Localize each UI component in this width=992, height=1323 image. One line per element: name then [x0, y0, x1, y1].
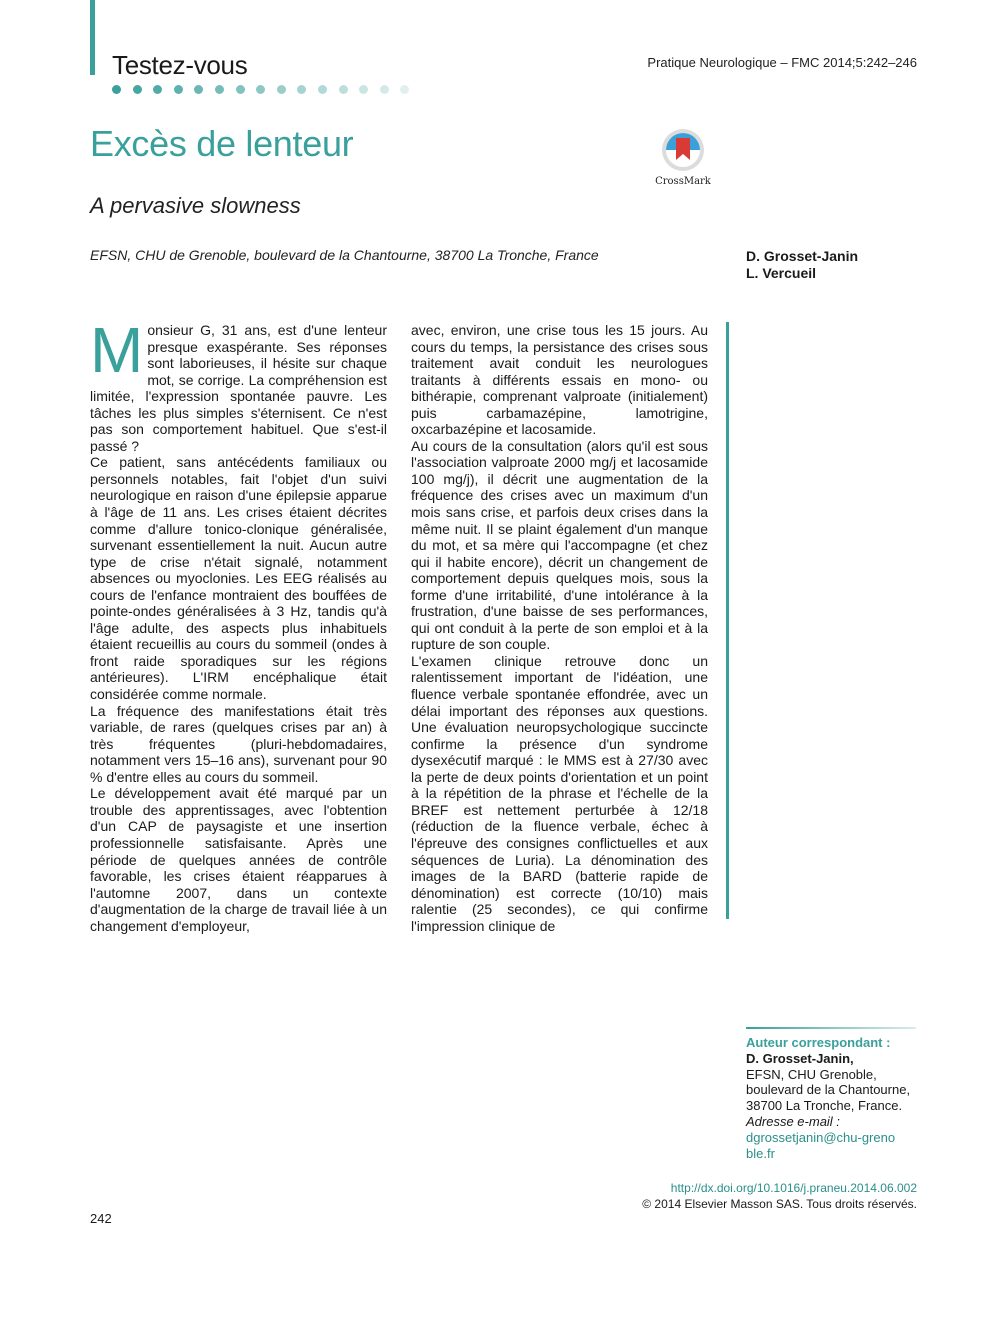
page-number: 242 — [90, 1211, 112, 1226]
decorative-dot — [339, 85, 348, 94]
correspondence-name: D. Grosset-Janin, — [746, 1050, 854, 1066]
author-name: D. Grosset-Janin — [746, 248, 859, 264]
decorative-dot — [318, 85, 327, 94]
email-label: Adresse e-mail : — [746, 1113, 840, 1129]
doi-link[interactable]: http://dx.doi.org/10.1016/j.praneu.2014.06.002 — [670, 1181, 917, 1195]
paragraph: L'examen clinique retrouve donc un ralentissement important de l'idéation, une fluence verbale spontanée effondrée, avec un délai important des réponses aux questions. Une évaluation neuropsychologique succincte confirme la présence d'un syndrome dysexécutif marqué : le MMS est à 27/30 avec la perte de deux points d'orientation et un point à la répétition de la phrase et l'échelle de la BREF est nettement perturbée à 12/18 (réduction de la fluence verbale, échec à l'épreuve des consignes conflictuelles et aux séquences de Luria). La dénomination des images de la BARD (batterie rapide de dénomination) est correcte (10/10) mais ralentie (25 secondes), ce qui confirme l'impression clinique de — [411, 652, 708, 934]
decorative-dot-row — [112, 85, 421, 95]
paragraph: La fréquence des manifestations était très variable, de rares (quelques crises par an) à très fréquentes (pluri-hebdomadaires, notamment vers 15–16 ans), survenant pour 90 % d'entre elles au cours du sommeil. — [90, 702, 387, 785]
decorative-dot — [215, 85, 224, 94]
email-link[interactable] — [746, 1130, 921, 1162]
paragraph: Au cours de la consultation (alors qu'il est sous l'association valproate 2000 mg/j et lacosamide 100 mg/j), il décrit une augmentation de la fréquence des crises avec un maximum d'un mois sans crise, et parfois deux crises dans la même nuit. Il se plaint également d'un manque du mot, et sa mère qui l'accompagne (et chez qui il habite encore), décrit un changement de comportement depuis quelques mois, sous la forme d'une irritabilité, d'une intolérance à la frustration, d'une baisse de ses performances, qui ont conduit à la perte de son emploi et à la rupture de son couple. — [411, 437, 708, 653]
column-divider-rule — [726, 322, 729, 919]
decorative-dot — [174, 85, 183, 94]
paragraph: Le développement avait été marqué par un trouble des apprentissages, avec l'obtention d'un CAP de paysagiste et une insertion professionnelle satisfaisante. Après une période de quelques années de contrôle favorable, les crises étaient réapparues à l'automne 2007, dans un contexte d'augmentation de la charge de travail liée à un changement d'employeur, — [90, 785, 387, 934]
address-line: boulevard de la Chantourne, — [746, 1082, 911, 1098]
email-line: ble.fr — [746, 1145, 775, 1161]
section-label: Testez-vous — [112, 50, 248, 80]
decorative-dot — [297, 85, 306, 94]
crossmark-icon — [650, 128, 716, 178]
address-line: EFSN, CHU Grenoble, — [746, 1066, 877, 1082]
decorative-dot — [400, 85, 409, 94]
header-accent-bar — [90, 0, 95, 75]
decorative-dot — [380, 85, 389, 94]
body-column-left — [90, 314, 387, 934]
decorative-dot — [194, 85, 203, 94]
decorative-dot — [133, 85, 142, 94]
corresponding-author-box — [746, 1035, 921, 1161]
address-line: 38700 La Tronche, France. — [746, 1098, 903, 1114]
paragraph: avec, environ, une crise tous les 15 jours. Au cours du temps, la persistance des crises sous traitement avait conduit les neurologues traitants à différents essais en mono- ou bithérapie, comprenant valproate (initialement) puis carbamazépine, lamotrigine, oxcarbazépine et lacosamide. — [411, 322, 708, 438]
email-line: dgrossetjanin@chu-greno — [746, 1129, 896, 1145]
body-column-right — [411, 322, 708, 934]
paragraph: onsieur G, 31 ans, est d'une lenteur presque exaspérante. Ses réponses sont laborieuses, il hésite sur chaque mot, se corrige. La compréhension est limitée, l'expression spontanée pauvre. Les tâches les plus simples s'éternisent. Ce n'est pas son comportement habituel. Que s'est-il passé ? — [90, 322, 387, 454]
paragraph: Ce patient, sans antécédents familiaux ou personnels notables, fait l'objet d'un suivi neurologique en raison d'une épilepsie apparue à l'âge de 11 ans. Les crises étaient décrites comme d'allure tonico-clonique généralisée, survenant essentiellement la nuit. Aucun autre type de crise n'était signalé, notamment absences ou myoclonies. Les EEG réalisés au cours de l'enfance montraient des bouffées de pointe-ondes généralisées à 3 Hz, tandis qu'à l'âge adulte, des aspects plus inhabituels étaient recueillis au cours du sommeil (ondes à front raide sporadiques sur les régions antérieures). L'IRM encéphalique était considérée comme normale. — [90, 454, 387, 703]
correspondence-rule — [746, 1027, 916, 1029]
article-subtitle: A pervasive slowness — [90, 193, 301, 218]
decorative-dot — [153, 85, 162, 94]
author-name: L. Vercueil — [746, 265, 817, 281]
decorative-dot — [112, 85, 121, 94]
crossmark-label: CrossMark — [655, 176, 711, 187]
decorative-dot — [359, 85, 368, 94]
copyright: © 2014 Elsevier Masson SAS. Tous droits réservés. — [642, 1197, 917, 1211]
decorative-dot — [236, 85, 245, 94]
journal-reference: Pratique Neurologique – FMC 2014;5:242–246 — [647, 55, 917, 70]
decorative-dot — [256, 85, 265, 94]
decorative-dot — [277, 85, 286, 94]
drop-cap: M — [90, 314, 144, 386]
article-title: Excès de lenteur — [90, 123, 354, 164]
crossmark-badge[interactable] — [650, 128, 716, 192]
affiliation: EFSN, CHU de Grenoble, boulevard de la Chantourne, 38700 La Tronche, France — [90, 247, 599, 263]
author-list — [746, 248, 858, 282]
correspondence-heading: Auteur correspondant : — [746, 1035, 891, 1050]
